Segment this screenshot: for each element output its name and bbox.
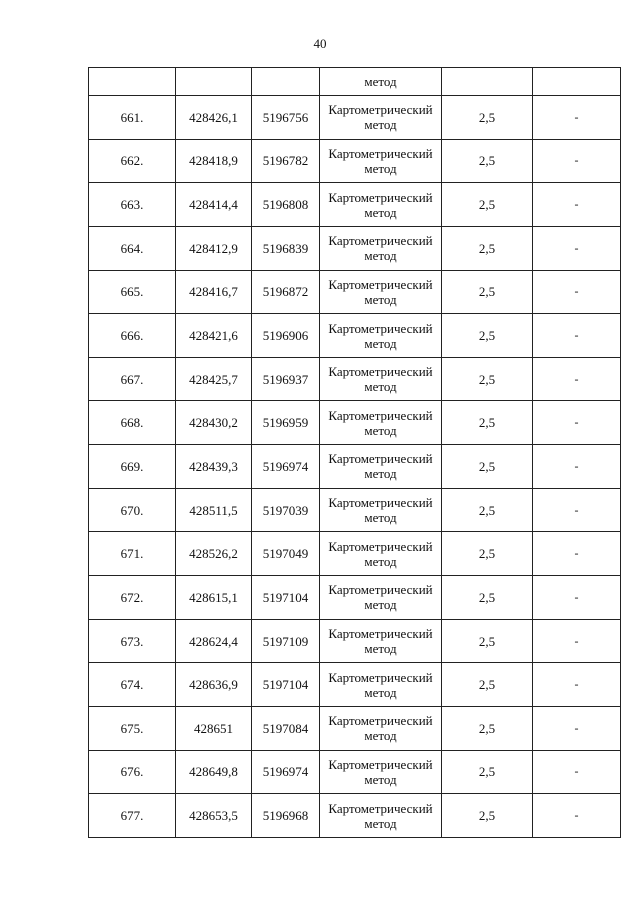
point-number-cell: 673. bbox=[89, 619, 176, 663]
x-coordinate-cell: 428649,8 bbox=[176, 750, 252, 794]
method-line-2: метод bbox=[364, 641, 397, 656]
y-coordinate-cell: 5196968 bbox=[252, 794, 320, 838]
y-coordinate-cell: 5197104 bbox=[252, 663, 320, 707]
table-row bbox=[89, 488, 621, 532]
method-line-2: метод bbox=[364, 379, 397, 395]
method-line-2: метод bbox=[364, 597, 397, 613]
method-line-2: метод bbox=[364, 160, 397, 176]
accuracy-cell: 2,5 bbox=[442, 270, 533, 314]
note-cell: - bbox=[533, 445, 621, 489]
x-coordinate-cell: 428651 bbox=[176, 706, 252, 750]
continuation-row bbox=[89, 68, 621, 96]
note-cell: - bbox=[533, 357, 621, 401]
method-line-2: метод bbox=[364, 204, 397, 220]
method-cell bbox=[320, 663, 442, 707]
x-coordinate-cell: 428511,5 bbox=[176, 488, 252, 532]
method-line-2: метод bbox=[364, 771, 397, 787]
method-cell bbox=[320, 314, 442, 358]
method-line-2: метод bbox=[364, 684, 397, 700]
y-coordinate-cell: 5196906 bbox=[252, 314, 320, 358]
table-row bbox=[89, 445, 621, 489]
note-cell: - bbox=[533, 663, 621, 707]
method-line-1: Картометрический bbox=[328, 364, 433, 380]
x-coordinate-cell: 428653,5 bbox=[176, 794, 252, 838]
method-line-2: метод bbox=[364, 248, 397, 264]
x-coordinate-cell: 428439,3 bbox=[176, 445, 252, 489]
point-number-cell: 661. bbox=[89, 96, 176, 140]
method-line-2: метод bbox=[364, 728, 397, 744]
method-line-1: Картометрический bbox=[328, 320, 433, 336]
table-row bbox=[89, 794, 621, 838]
method-line-1: Картометрический bbox=[328, 407, 433, 423]
method-line-1: Картометрический bbox=[328, 538, 433, 554]
method-line-1: Картометрический bbox=[328, 145, 433, 161]
x-coordinate-cell: 428425,7 bbox=[176, 357, 252, 401]
accuracy-cell: 2,5 bbox=[442, 445, 533, 489]
note-cell: - bbox=[533, 139, 621, 183]
table-row bbox=[89, 314, 621, 358]
accuracy-cell: 2,5 bbox=[442, 139, 533, 183]
point-number-cell: 670. bbox=[89, 488, 176, 532]
accuracy-cell: 2,5 bbox=[442, 532, 533, 576]
x-coordinate-cell: 428418,9 bbox=[176, 139, 252, 183]
method-line-2: метод bbox=[364, 466, 397, 482]
method-line-1: Картометрический bbox=[328, 713, 433, 729]
note-cell: - bbox=[533, 750, 621, 794]
note-cell: - bbox=[533, 488, 621, 532]
x-coordinate-cell: 428430,2 bbox=[176, 401, 252, 445]
point-number-cell: 677. bbox=[89, 794, 176, 838]
x-coordinate-cell: 428412,9 bbox=[176, 226, 252, 270]
method-line-1: Картометрический bbox=[328, 800, 433, 816]
y-coordinate-cell: 5196839 bbox=[252, 226, 320, 270]
point-number-cell: 666. bbox=[89, 314, 176, 358]
method-line-2: метод bbox=[364, 422, 397, 438]
accuracy-cell: 2,5 bbox=[442, 183, 533, 227]
y-coordinate-cell: 5196974 bbox=[252, 445, 320, 489]
method-line-1: Картометрический bbox=[328, 102, 433, 118]
method-cell bbox=[320, 706, 442, 750]
method-cell bbox=[320, 488, 442, 532]
y-coordinate-cell: 5197109 bbox=[252, 619, 320, 663]
accuracy-cell bbox=[442, 68, 533, 96]
y-coordinate-cell: 5196782 bbox=[252, 139, 320, 183]
note-cell: - bbox=[533, 96, 621, 140]
page-number: 40 bbox=[313, 36, 327, 51]
y-coordinate-cell bbox=[252, 68, 320, 96]
point-number-cell bbox=[89, 68, 176, 96]
point-number-cell: 668. bbox=[89, 401, 176, 445]
method-line-1: Картометрический bbox=[328, 582, 433, 598]
note-cell: - bbox=[533, 314, 621, 358]
y-coordinate-cell: 5197084 bbox=[252, 706, 320, 750]
point-number-cell: 675. bbox=[89, 706, 176, 750]
accuracy-cell: 2,5 bbox=[442, 663, 533, 707]
method-cell bbox=[320, 401, 442, 445]
method-cell: метод bbox=[320, 68, 442, 96]
accuracy-cell: 2,5 bbox=[442, 576, 533, 620]
table-row bbox=[89, 183, 621, 227]
table-row bbox=[89, 270, 621, 314]
accuracy-cell: 2,5 bbox=[442, 401, 533, 445]
y-coordinate-cell: 5197104 bbox=[252, 576, 320, 620]
y-coordinate-cell: 5197039 bbox=[252, 488, 320, 532]
x-coordinate-cell: 428615,1 bbox=[176, 576, 252, 620]
point-number-cell: 662. bbox=[89, 139, 176, 183]
method-cell bbox=[320, 576, 442, 620]
point-number-cell: 667. bbox=[89, 357, 176, 401]
note-cell bbox=[533, 68, 621, 96]
table-row bbox=[89, 226, 621, 270]
method-cell bbox=[320, 96, 442, 140]
method-line-1: Картометрический bbox=[328, 626, 433, 641]
y-coordinate-cell: 5196808 bbox=[252, 183, 320, 227]
point-number-cell: 664. bbox=[89, 226, 176, 270]
x-coordinate-cell: 428426,1 bbox=[176, 96, 252, 140]
accuracy-cell: 2,5 bbox=[442, 619, 533, 663]
method-line-1: Картометрический bbox=[328, 669, 433, 685]
table-row bbox=[89, 619, 621, 663]
method-cell bbox=[320, 794, 442, 838]
point-number-cell: 671. bbox=[89, 532, 176, 576]
method-cell bbox=[320, 183, 442, 227]
method-line-1: Картометрический bbox=[328, 495, 433, 511]
point-number-cell: 676. bbox=[89, 750, 176, 794]
note-cell: - bbox=[533, 619, 621, 663]
method-cell bbox=[320, 445, 442, 489]
table-row bbox=[89, 96, 621, 140]
method-cell bbox=[320, 139, 442, 183]
table-row bbox=[89, 576, 621, 620]
y-coordinate-cell: 5196974 bbox=[252, 750, 320, 794]
x-coordinate-cell: 428636,9 bbox=[176, 663, 252, 707]
accuracy-cell: 2,5 bbox=[442, 488, 533, 532]
method-line-2: метод bbox=[364, 291, 397, 307]
table-row bbox=[89, 750, 621, 794]
table-row bbox=[89, 706, 621, 750]
note-cell: - bbox=[533, 183, 621, 227]
table-row bbox=[89, 357, 621, 401]
table-row bbox=[89, 401, 621, 445]
x-coordinate-cell: 428624,4 bbox=[176, 619, 252, 663]
note-cell: - bbox=[533, 226, 621, 270]
table-row bbox=[89, 532, 621, 576]
method-line-2: метод bbox=[364, 335, 397, 351]
accuracy-cell: 2,5 bbox=[442, 314, 533, 358]
method-line-1: Картометрический bbox=[328, 276, 433, 292]
accuracy-cell: 2,5 bbox=[442, 750, 533, 794]
note-cell: - bbox=[533, 794, 621, 838]
method-cell bbox=[320, 750, 442, 794]
y-coordinate-cell: 5196959 bbox=[252, 401, 320, 445]
accuracy-cell: 2,5 bbox=[442, 226, 533, 270]
method-line-2: метод bbox=[364, 117, 397, 133]
note-cell: - bbox=[533, 706, 621, 750]
note-cell: - bbox=[533, 532, 621, 576]
x-coordinate-cell: 428416,7 bbox=[176, 270, 252, 314]
method-cell bbox=[320, 532, 442, 576]
method-line-2: метод bbox=[364, 553, 397, 569]
method-cell bbox=[320, 619, 442, 663]
method-line-1: Картометрический bbox=[328, 189, 433, 205]
table-row bbox=[89, 663, 621, 707]
y-coordinate-cell: 5196756 bbox=[252, 96, 320, 140]
method-cell bbox=[320, 357, 442, 401]
note-cell: - bbox=[533, 576, 621, 620]
method-line-1: Картометрический bbox=[328, 451, 433, 467]
accuracy-cell: 2,5 bbox=[442, 96, 533, 140]
method-line-1: Картометрический bbox=[328, 756, 433, 772]
table-row bbox=[89, 139, 621, 183]
note-cell: - bbox=[533, 270, 621, 314]
point-number-cell: 669. bbox=[89, 445, 176, 489]
y-coordinate-cell: 5196937 bbox=[252, 357, 320, 401]
point-number-cell: 672. bbox=[89, 576, 176, 620]
x-coordinate-cell bbox=[176, 68, 252, 96]
accuracy-cell: 2,5 bbox=[442, 357, 533, 401]
method-line-1: Картометрический bbox=[328, 233, 433, 249]
coordinates-table-body bbox=[89, 68, 621, 838]
point-number-cell: 663. bbox=[89, 183, 176, 227]
y-coordinate-cell: 5196872 bbox=[252, 270, 320, 314]
x-coordinate-cell: 428421,6 bbox=[176, 314, 252, 358]
x-coordinate-cell: 428414,4 bbox=[176, 183, 252, 227]
x-coordinate-cell: 428526,2 bbox=[176, 532, 252, 576]
accuracy-cell: 2,5 bbox=[442, 706, 533, 750]
coordinates-table bbox=[88, 67, 621, 838]
method-cell bbox=[320, 270, 442, 314]
method-line-2: метод bbox=[364, 815, 397, 831]
accuracy-cell: 2,5 bbox=[442, 794, 533, 838]
method-cell bbox=[320, 226, 442, 270]
note-cell: - bbox=[533, 401, 621, 445]
method-line-2: метод bbox=[364, 510, 397, 526]
point-number-cell: 665. bbox=[89, 270, 176, 314]
y-coordinate-cell: 5197049 bbox=[252, 532, 320, 576]
point-number-cell: 674. bbox=[89, 663, 176, 707]
